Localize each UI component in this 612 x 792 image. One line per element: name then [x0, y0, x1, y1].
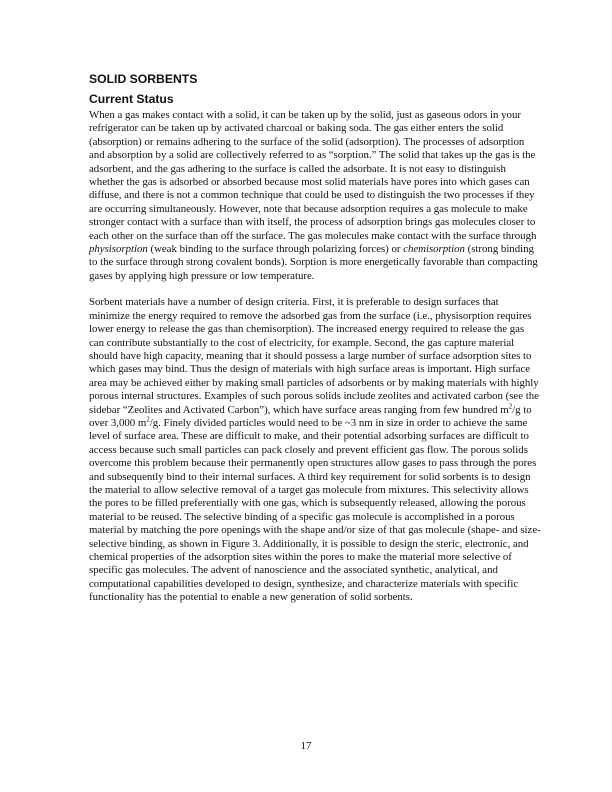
paragraph-text: /g to over 3,000 m: [89, 403, 532, 429]
term-physisorption: physisorption: [89, 243, 148, 256]
paragraph-design-criteria: [89, 296, 541, 604]
section-title: SOLID SORBENTS: [89, 72, 198, 86]
page-content: [89, 71, 541, 605]
paragraph-text: /g. Finely divided particles would need to be ~3 nm in size in order to achieve the same level of surface area. These are difficult to make, and their potential adsorbing surfaces are difficult to access because such small particles can pack closely and prevent efficient gas flow. The porous solids overcome this problem because their permanently open structures allow gases to pass through the pores and subsequently bind to their internal surfaces. A third key requirement for solid sorbents is to design the material to allow selective removal of a target gas molecule from mixtures. This selectivity allows the pores to be filled preferentially with one gas, which is subsequently released, allowing the porous material to be reused. The selective binding of a specific gas molecule is accomplished in a porous material by matching the pore openings with the shape and/or size of that gas molecule (shape- and size-selective binding, as shown in Figure 3. Additionally, it is possible to design the steric, electronic, and chemical properties of the adsorption sites within the pores to make the material more selective of specific gas molecules. The advent of nanoscience and the associated synthetic, analytical, and computational capabilities developed to design, synthesize, and characterize materials with specific functionality has the potential to enable a new generation of solid sorbents.: [89, 416, 541, 604]
paragraph-text: Sorbent materials have a number of design criteria. First, it is preferable to design surfaces that minimize the energy required to remove the adsorbed gas from the surface (i.e., physisorption requires lower energy to release the gas than chemisorption). The increased energy required to release the gas can contribute substantially to the cost of electricity, for example. Second, the gas capture material should have high capacity, meaning that it should possess a large number of surface adsorption sites to which gases may bind. Thus the design of materials with high surface areas is important. High surface area may be achieved either by making small particles of adsorbents or by making materials with highly porous internal structures. Examples of such porous solids include zeolites and activated carbon (see the sidebar “Zeolites and Activated Carbon”), which have surface areas ranging from few hundred m: [89, 296, 539, 416]
paragraph-text: (strong binding to the surface through strong covalent bonds). Sorption is more energetically favorable than compacting gases by applying high pressure or low temperature.: [89, 243, 538, 282]
term-chemisorption: chemisorption: [403, 243, 465, 256]
paragraph-text: (weak binding to the surface through polarizing forces) or: [147, 243, 404, 256]
subsection-title: Current Status: [89, 92, 174, 106]
paragraph-sorption-intro: [89, 109, 541, 283]
page-number: 17: [300, 740, 312, 752]
superscript: 2: [508, 401, 513, 410]
paragraph-text: When a gas makes contact with a solid, it can be taken up by the solid, just as gaseous odors in your refrigerator can be taken up by activated charcoal or baking soda. The gas either enters the solid (absorption) or remains adhering to the surface of the solid (adsorption). The processes of adsorption and absorption by a solid are collectively referred to as “sorption.” The solid that takes up the gas is the adsorbent, and the gas adhering to the surface is called the adsorbate. It is not easy to distinguish whether the gas is adsorbed or absorbed because most solid materials have pores into which gases can diffuse, and there is not a common technique that could be used to distinguish the two processes if they are occurring simultaneously. However, note that because adsorption requires a gas molecule to make stronger contact with a surface than with itself, the process of adsorption brings gas molecules closer to each other on the surface than off the surface. The gas molecules make contact with the surface through: [89, 109, 537, 242]
superscript: 2: [146, 415, 150, 424]
